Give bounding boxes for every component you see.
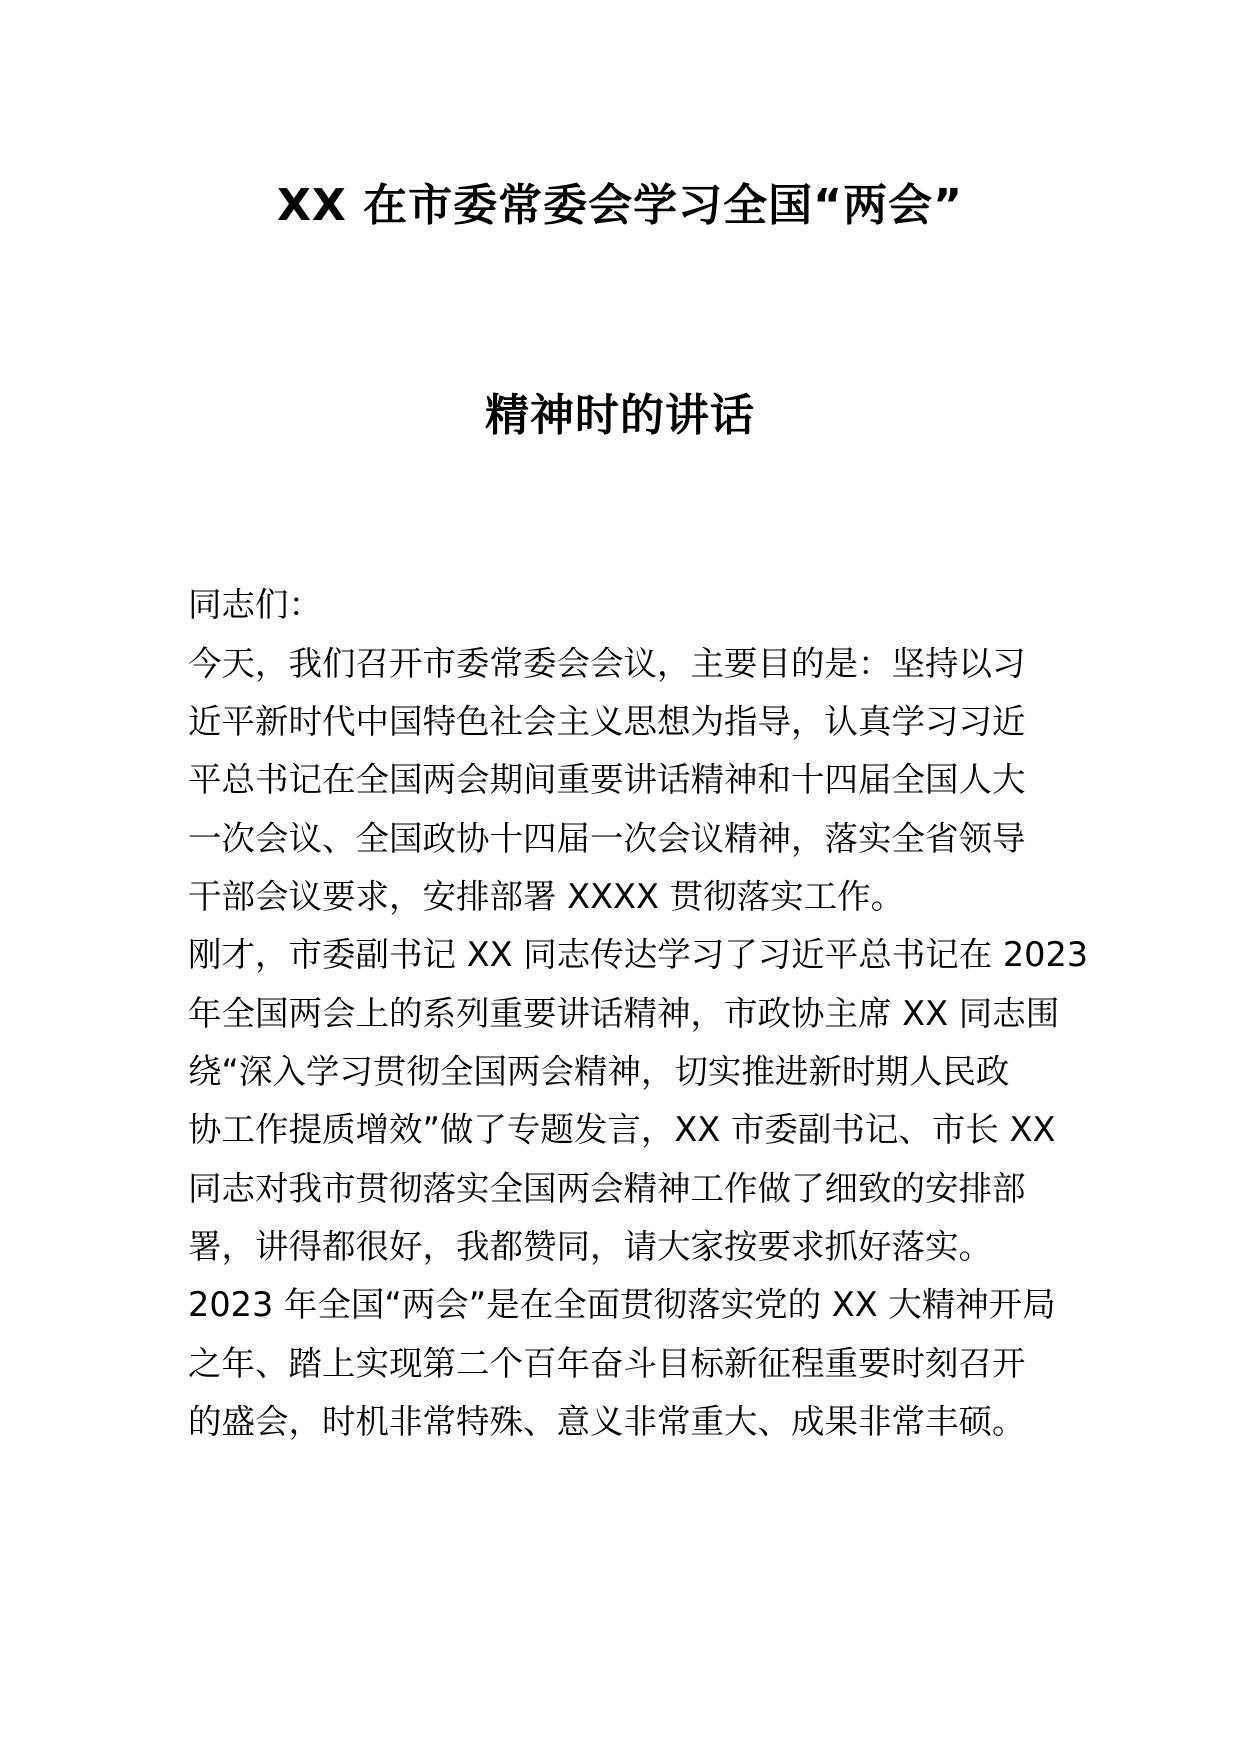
- body-line: 干部会议要求，安排部署 XXXX 贯彻落实工作。: [188, 877, 905, 916]
- body-line: 今天，我们召开市委常委会会议，主要目的是：坚持以习: [188, 644, 1026, 683]
- document-title-line-1: XX 在市委常委会学习全国“两会”: [276, 180, 963, 231]
- body-line: 平总书记在全国两会期间重要讲话精神和十四届全国人大: [188, 760, 1026, 799]
- document-title-line-2: 精神时的讲话: [485, 390, 755, 441]
- body-line: 绕“深入学习贯彻全国两会精神，切实推进新时期人民政: [188, 1052, 1010, 1091]
- body-line: 同志对我市贯彻落实全国两会精神工作做了细致的安排部: [188, 1169, 1026, 1208]
- body-line: 刚才，市委副书记 XX 同志传达学习了习近平总书记在 2023: [188, 935, 1089, 974]
- body-line: 的盛会，时机非常特殊、意义非常重大、成果非常丰硕。: [188, 1402, 1026, 1441]
- body-line: 之年、踏上实现第二个百年奋斗目标新征程重要时刻召开: [188, 1344, 1026, 1383]
- body-line: 协工作提质增效”做了专题发言，XX 市委副书记、市长 XX: [188, 1110, 1056, 1149]
- body-line: 近平新时代中国特色社会主义思想为指导，认真学习习近: [188, 702, 1026, 741]
- body-line: 一次会议、全国政协十四届一次会议精神，落实全省领导: [188, 819, 1026, 858]
- body-line: 2023 年全国“两会”是在全面贯彻落实党的 XX 大精神开局: [188, 1285, 1056, 1324]
- body-line: 署，讲得都很好，我都赞同，请大家按要求抓好落实。: [188, 1227, 992, 1266]
- salutation: 同志们：: [188, 585, 322, 624]
- body-line: 年全国两会上的系列重要讲话精神，市政协主席 XX 同志围: [188, 994, 1060, 1033]
